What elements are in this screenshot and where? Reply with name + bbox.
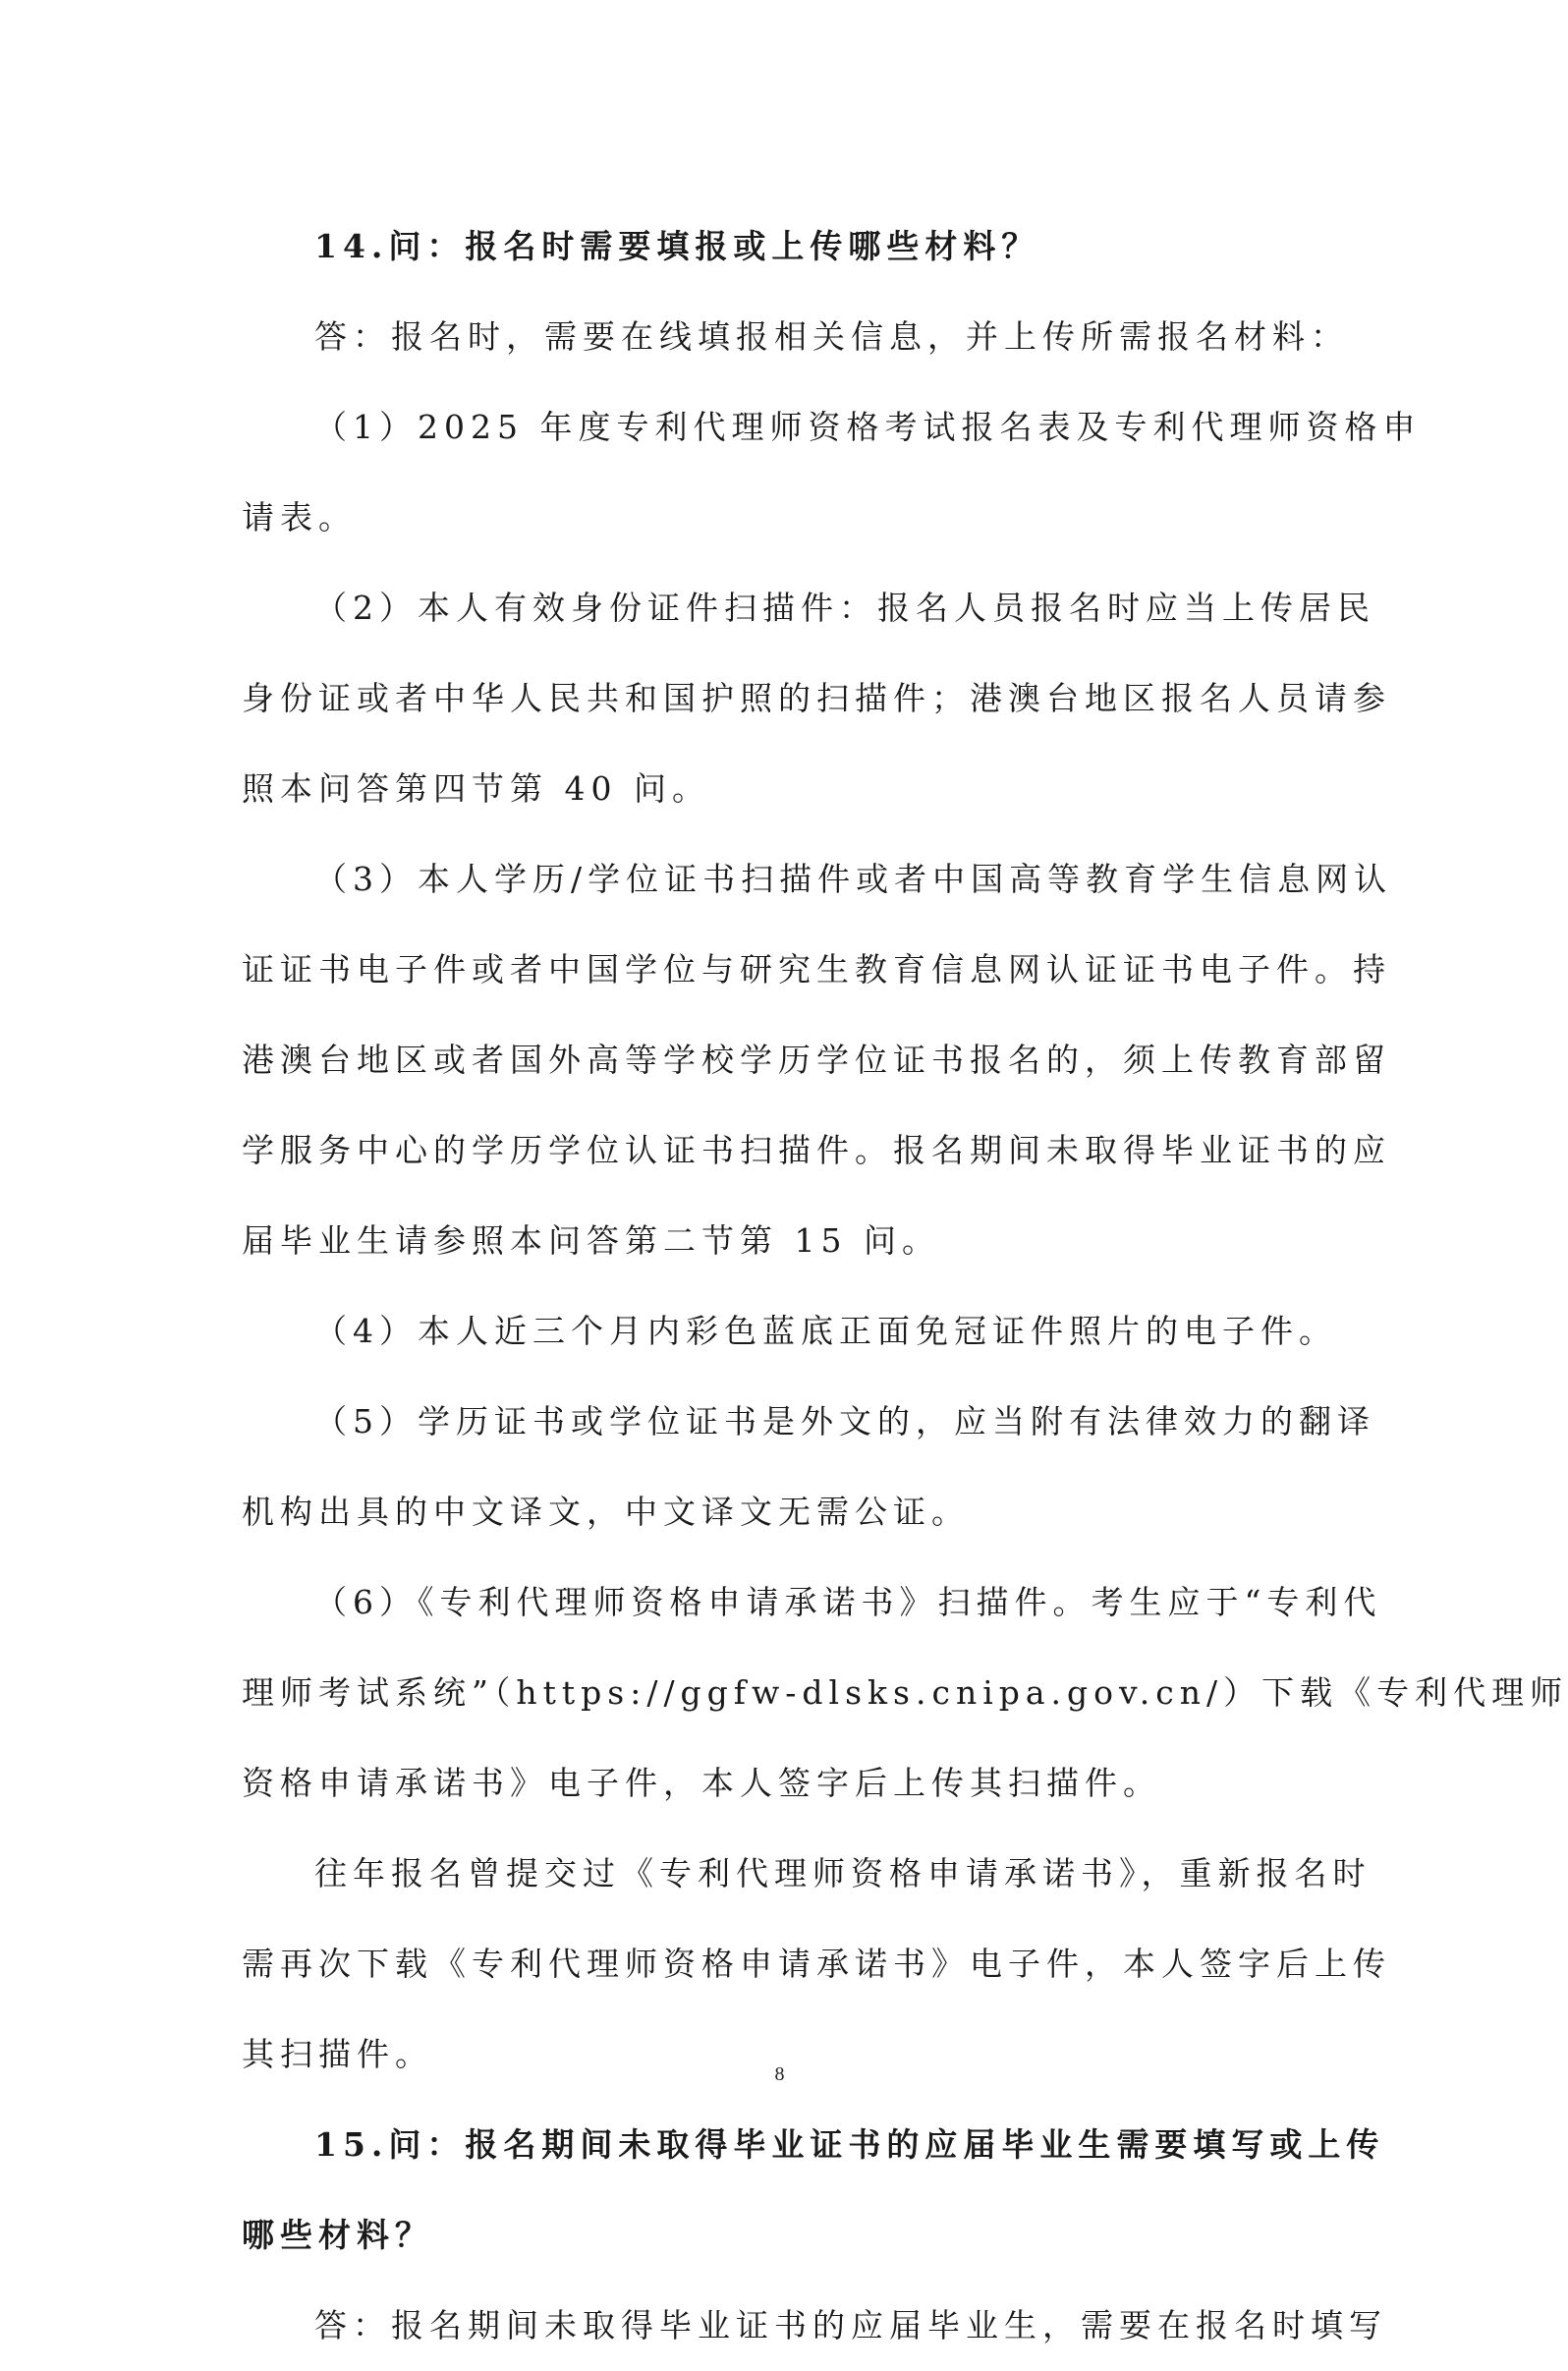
question-15-heading-line-2: 哪些材料？ (242, 2216, 433, 2254)
question-15-heading-line-1: 15.问：报名期间未取得毕业证书的应届毕业生需要填写或上传 (314, 2125, 1385, 2164)
answer-14-item-1-line-1: （1）2025 年度专利代理师资格考试报名表及专利代理师资格申 (314, 408, 1422, 446)
answer-14-item-2-line-3: 照本问答第四节第 40 问。 (242, 769, 710, 808)
answer-14-item-3-line-2: 证证书电子件或者中国学位与研究生教育信息网认证证书电子件。持 (242, 950, 1391, 988)
answer-14-item-3-line-3: 港澳台地区或者国外高等学校学历学位证书报名的，须上传教育部留 (242, 1041, 1391, 1079)
answer-15-line-1: 答：报名期间未取得毕业证书的应届毕业生，需要在报名时填写 (314, 2306, 1387, 2344)
answer-14-item-1-line-2: 请表。 (242, 498, 357, 536)
answer-14-item-6-line-1: （6）《专利代理师资格申请承诺书》扫描件。考生应于“专利代 (314, 1583, 1382, 1621)
page-number: 8 (774, 2063, 785, 2085)
answer-14-note-line-1: 往年报名曾提交过《专利代理师资格申请承诺书》，重新报名时 (314, 1854, 1372, 1892)
answer-14-item-3-line-5: 届毕业生请参照本问答第二节第 15 问。 (242, 1221, 940, 1260)
answer-14-item-2-line-2: 身份证或者中华人民共和国护照的扫描件；港澳台地区报名人员请参 (242, 679, 1391, 717)
answer-14-item-6-line-2: 理师考试系统”（https://ggfw-dlsks.cnipa.gov.cn/）下载《专利代理师 (242, 1673, 1568, 1712)
answer-14-note-line-3: 其扫描件。 (242, 2035, 433, 2073)
answer-14-item-5-line-1: （5）学历证书或学位证书是外文的，应当附有法律效力的翻译 (314, 1402, 1375, 1440)
answer-14-item-6-line-3: 资格申请承诺书》电子件，本人签字后上传其扫描件。 (242, 1764, 1161, 1802)
answer-14-note-line-2: 需再次下载《专利代理师资格申请承诺书》电子件，本人签字后上传 (242, 1945, 1391, 1983)
question-14-heading: 14.问：报名时需要填报或上传哪些材料？ (314, 227, 1040, 265)
answer-14-item-2-line-1: （2）本人有效身份证件扫描件：报名人员报名时应当上传居民 (314, 589, 1375, 627)
answer-14-item-3-line-4: 学服务中心的学历学位认证书扫描件。报名期间未取得毕业证书的应 (242, 1131, 1391, 1169)
answer-14-item-5-line-2: 机构出具的中文译文，中文译文无需公证。 (242, 1493, 970, 1531)
answer-14-item-3-line-1: （3）本人学历/学位证书扫描件或者中国高等教育学生信息网认 (314, 860, 1393, 898)
answer-14-intro: 答：报名时，需要在线填报相关信息，并上传所需报名材料： (314, 317, 1349, 356)
document-body (242, 201, 1568, 2371)
answer-14-item-4: （4）本人近三个月内彩色蓝底正面免冠证件照片的电子件。 (314, 1312, 1337, 1350)
